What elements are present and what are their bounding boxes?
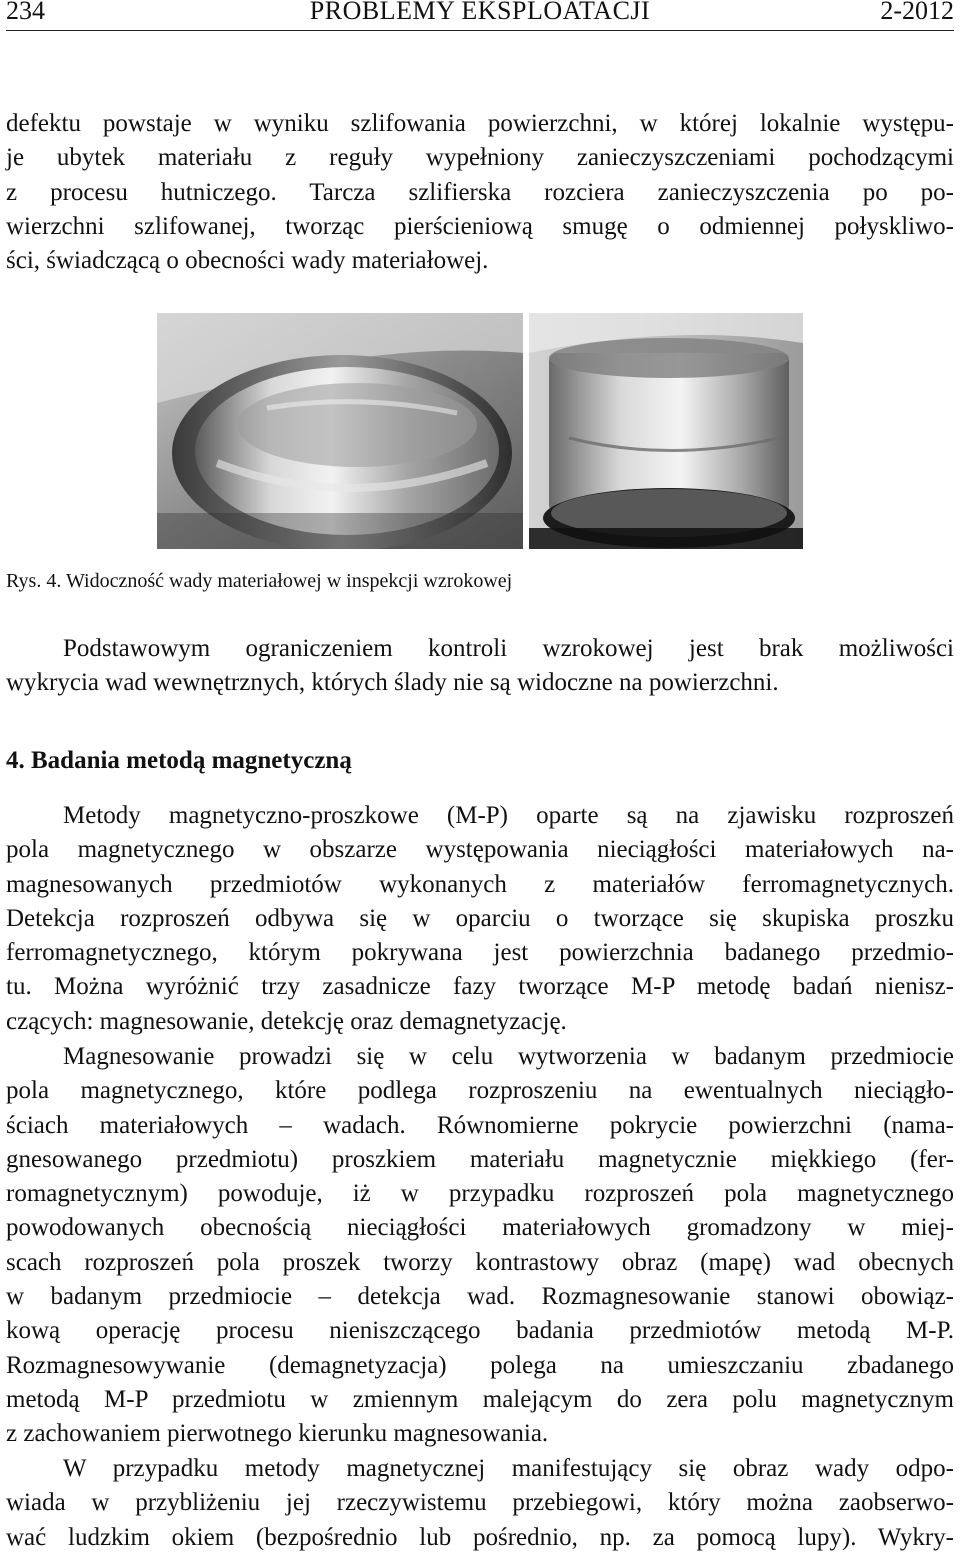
text-line: gnesowanego przedmiotu) proszkiem materiału magnetycznie miękkiego (fer-	[6, 1145, 954, 1173]
text-line: ferromagnetycznego, którym pokrywana jest powierzchnia badanego przedmio-	[6, 939, 954, 967]
bearing-ring-right-image	[529, 313, 803, 549]
bearing-ring-left-image	[157, 313, 523, 549]
issue-number: 2-2012	[880, 0, 954, 25]
page-number: 234	[6, 0, 45, 25]
text-line: wiada w przybliżeniu jej rzeczywistemu przebiegowi, który można zaobserwo-	[6, 1489, 954, 1517]
limitation-paragraph	[6, 632, 954, 701]
section-heading: 4. Badania metodą magnetyczną	[6, 747, 352, 774]
text-line: Magnesowanie prowadzi się w celu wytworzenia w badanym przedmiocie	[63, 1043, 954, 1070]
text-line: wykrycia wad wewnętrznych, których ślady nie są widoczne na powierzchni.	[6, 669, 779, 697]
figure-4	[0, 313, 960, 549]
text-line: w badanym przedmiocie – detekcja wad. Rozmagnesowanie stanowi obowiąz-	[6, 1283, 954, 1311]
text-line: wierzchni szlifowanej, tworząc pierścieniową smugę o odmiennej połyskliwo-	[6, 212, 954, 240]
text-line: z procesu hutniczego. Tarcza szlifierska rozciera zanieczyszczenia po po-	[6, 178, 954, 206]
section-paragraph-3	[6, 1452, 954, 1555]
text-line: W przypadku metody magnetycznej manifestujący się obraz wady odpo-	[63, 1455, 954, 1482]
text-line: metodą M-P przedmiotu w zmiennym malejącym do zera polu magnetycznym	[6, 1385, 954, 1413]
journal-title: PROBLEMY EKSPLOATACJI	[309, 0, 651, 25]
text-line: romagnetycznym) powoduje, iż w przypadku rozproszeń pola magnetycznego	[6, 1180, 954, 1208]
text-line: pola magnetycznego w obszarze występowania nieciągłości materiałowych na-	[6, 836, 954, 864]
text-line: czących: magnesowanie, detekcję oraz demagnetyzację.	[6, 1007, 567, 1035]
text-line: ściach materiałowych – wadach. Równomierne pokrycie powierzchni (nama-	[6, 1111, 954, 1139]
figure-caption: Rys. 4. Widoczność wady materiałowej w inspekcji wzrokowej	[6, 570, 513, 592]
intro-paragraph	[6, 107, 954, 278]
text-line: ści, świadczącą o obecności wady materiałowej.	[6, 247, 489, 275]
photo-bearing-ring-left	[157, 313, 523, 549]
text-line: scach rozproszeń pola proszek tworzy kontrastowy obraz (mapę) wad obecnych	[6, 1248, 954, 1276]
section-paragraph-1	[6, 799, 954, 1039]
section-paragraph-2	[6, 1040, 954, 1452]
text-line: magnesowanych przedmiotów wykonanych z materiałów ferromagnetycznych.	[6, 870, 954, 898]
text-line: pola magnetycznego, które podlega rozproszeniu na ewentualnych nieciągło-	[6, 1077, 954, 1105]
text-line: kową operację procesu nieniszczącego badania przedmiotów metodą M-P.	[6, 1317, 954, 1345]
text-line: z zachowaniem pierwotnego kierunku magnesowania.	[6, 1420, 549, 1448]
photo-bearing-ring-right	[529, 313, 803, 549]
text-line: wać ludzkim okiem (bezpośrednio lub pośrednio, np. za pomocą lupy). Wykry-	[6, 1523, 954, 1551]
text-line: tu. Można wyróżnić trzy zasadnicze fazy tworzące M-P metodę badań nienisz-	[6, 973, 954, 1001]
text-line: je ubytek materiału z reguły wypełniony zanieczyszczeniami pochodzącymi	[6, 144, 954, 172]
running-header	[6, 0, 954, 31]
text-line: Metody magnetyczno-proszkowe (M-P) oparte są na zjawisku rozproszeń	[63, 802, 954, 829]
text-line: powodowanych obecnością nieciągłości materiałowych gromadzony w miej-	[6, 1214, 954, 1242]
text-line: Podstawowym ograniczeniem kontroli wzrokowej jest brak możliwości	[63, 635, 954, 662]
text-line: Rozmagnesowywanie (demagnetyzacja) polega na umieszczaniu zbadanego	[6, 1351, 954, 1379]
text-line: Detekcja rozproszeń odbywa się w oparciu o tworzące się skupiska proszku	[6, 904, 954, 932]
text-line: defektu powstaje w wyniku szlifowania powierzchni, w której lokalnie występu-	[6, 110, 954, 137]
